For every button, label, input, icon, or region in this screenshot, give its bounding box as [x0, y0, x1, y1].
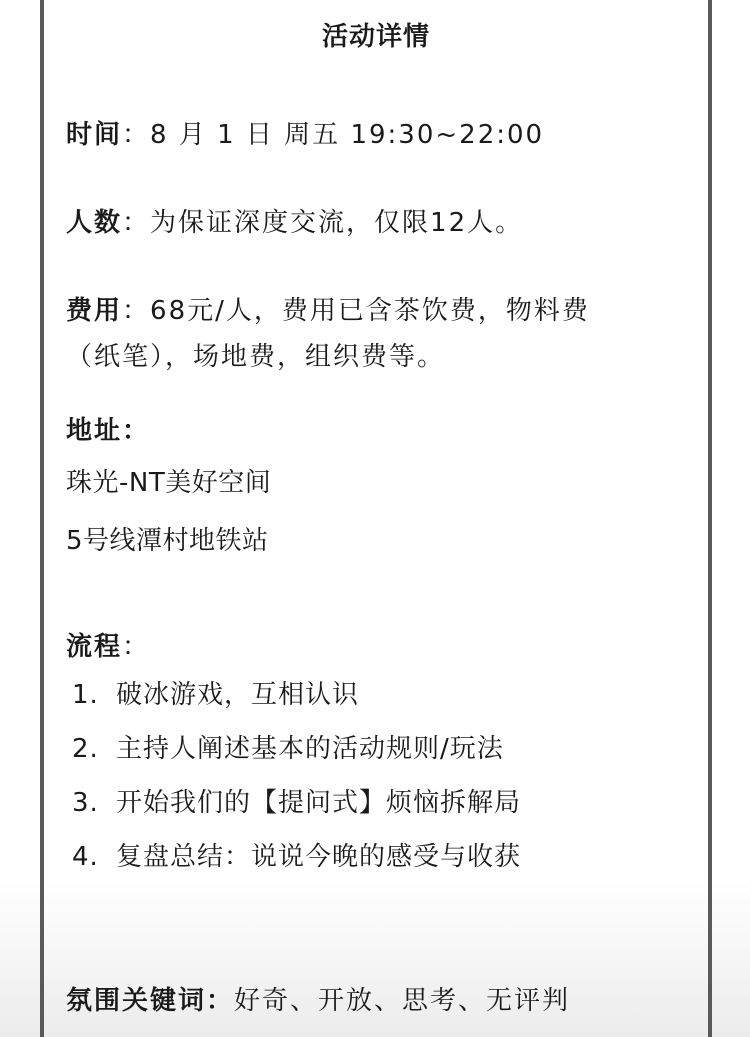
fee-value-line2: （纸笔），场地费，组织费等。	[66, 342, 446, 372]
fee-row	[66, 294, 590, 328]
atmosphere-value: 好奇、开放、思考、无评判	[234, 986, 571, 1016]
step-number: 4.	[72, 842, 99, 872]
address-line2: 5号线潭村地铁站	[66, 526, 269, 556]
atmosphere-label: 氛围关键词：	[66, 986, 235, 1016]
list-item	[72, 786, 521, 820]
time-value: 8 月 1 日 周五 19:30~22:00	[150, 120, 545, 150]
list-item	[72, 840, 521, 874]
step-number: 2.	[72, 734, 99, 764]
people-value: 为保证深度交流，仅限12人。	[150, 208, 524, 238]
address-label: 地址：	[66, 416, 151, 446]
people-separator: ：	[122, 208, 151, 238]
atmosphere-row	[66, 984, 570, 1018]
list-item	[72, 732, 504, 766]
time-separator: ：	[122, 120, 151, 150]
process-label: 流程	[66, 632, 123, 662]
people-row	[66, 206, 523, 240]
time-row	[66, 118, 544, 152]
address-line1: 珠光-NT美好空间	[66, 468, 272, 498]
process-row	[66, 630, 150, 664]
step-text: 复盘总结：说说今晚的感受与收获	[116, 842, 522, 872]
step-text: 主持人阐述基本的活动规则/玩法	[116, 734, 504, 764]
step-number: 3.	[72, 788, 99, 818]
process-separator: ：	[122, 632, 151, 662]
step-text: 开始我们的【提问式】烦恼拆解局	[116, 788, 522, 818]
page-title: 活动详情	[321, 22, 430, 52]
list-item	[72, 678, 359, 712]
fee-value-line1: 68元/人，费用已含茶饮费，物料费	[150, 296, 590, 326]
step-text: 破冰游戏，互相认识	[116, 680, 360, 710]
step-number: 1.	[72, 680, 99, 710]
fee-label: 费用	[66, 296, 123, 326]
fee-separator: ：	[122, 296, 151, 326]
people-label: 人数	[66, 208, 123, 238]
time-label: 时间	[66, 120, 123, 150]
content-frame	[40, 0, 712, 1037]
